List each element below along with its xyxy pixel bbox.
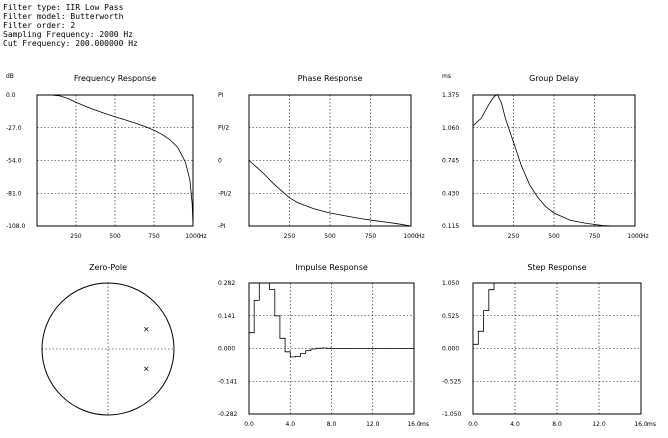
group-delay-xtick-3: 1000 bbox=[627, 233, 643, 240]
step-response-xtick-1: 4.0 bbox=[510, 421, 520, 428]
phase-response-xunit: Hz bbox=[417, 233, 425, 240]
pole-marker-0 bbox=[144, 327, 148, 331]
step-response-ytick-0: 1.050 bbox=[442, 280, 460, 287]
impulse-response-xtick-0: 0.0 bbox=[244, 421, 254, 428]
phase-response-xtick-1: 500 bbox=[324, 233, 336, 240]
impulse-response-xtick-2: 8.0 bbox=[326, 421, 337, 428]
step-response-series-0 bbox=[473, 283, 641, 344]
frequency-response-xtick-0: 250 bbox=[70, 233, 82, 240]
phase-response-ytick-4: -PI bbox=[218, 223, 226, 230]
phase-response-ytick-1: PI/2 bbox=[218, 124, 230, 132]
step-response-xtick-4: 16.0 bbox=[634, 421, 648, 428]
group-delay-ytick-1: 1.060 bbox=[442, 124, 460, 132]
phase-response-title: Phase Response bbox=[297, 74, 363, 83]
impulse-response-ytick-4: -0.282 bbox=[218, 411, 238, 418]
step-response-xunit: ms bbox=[647, 421, 656, 428]
group-delay-ytick-4: 0.115 bbox=[442, 223, 460, 230]
group-delay-ylabel: ms bbox=[442, 73, 451, 80]
phase-response-ytick-3: -PI/2 bbox=[218, 190, 232, 198]
frequency-response-ytick-1: -27.0 bbox=[6, 124, 22, 132]
impulse-response-xtick-3: 12.0 bbox=[366, 421, 380, 428]
frequency-response-xtick-3: 1000 bbox=[185, 233, 201, 240]
pole-marker-1 bbox=[144, 367, 148, 371]
group-delay-ytick-3: 0.430 bbox=[442, 190, 460, 198]
group-delay-xtick-1: 500 bbox=[548, 233, 560, 240]
frequency-response-xtick-1: 500 bbox=[109, 233, 121, 240]
frequency-response-ytick-0: 0.0 bbox=[6, 92, 16, 99]
step-response-ytick-4: -1.050 bbox=[442, 411, 462, 418]
info-filter-order: Filter order: 2 bbox=[3, 21, 76, 30]
frequency-response-title: Frequency Response bbox=[73, 74, 157, 83]
phase-response-xtick-2: 750 bbox=[364, 233, 377, 240]
frequency-response-ylabel: dB bbox=[6, 73, 14, 80]
impulse-response-xtick-1: 4.0 bbox=[285, 421, 296, 428]
group-delay-title: Group Delay bbox=[529, 74, 579, 83]
frequency-response-ytick-2: -54.0 bbox=[6, 157, 22, 165]
group-delay-xunit: Hz bbox=[641, 233, 649, 240]
step-response-title: Step Response bbox=[527, 263, 587, 272]
frequency-response-xunit: Hz bbox=[199, 233, 207, 240]
step-response-ytick-3: -0.525 bbox=[442, 378, 462, 386]
zero-pole-title: Zero-Pole bbox=[88, 263, 128, 272]
impulse-response-ytick-0: 0.282 bbox=[218, 280, 236, 287]
step-response-ytick-2: 0.000 bbox=[442, 345, 460, 353]
group-delay-ytick-0: 1.375 bbox=[442, 92, 460, 99]
frequency-response-xtick-2: 750 bbox=[148, 233, 160, 240]
impulse-response-title: Impulse Response bbox=[295, 263, 368, 272]
step-response-xtick-0: 0.0 bbox=[468, 421, 478, 428]
info-filter-type: Filter type: IIR Low Pass bbox=[3, 3, 124, 12]
group-delay-ytick-2: 0.745 bbox=[442, 157, 460, 165]
impulse-response-ytick-2: 0.000 bbox=[218, 345, 236, 353]
info-sampling-frequency: Sampling Frequency: 2000 Hz bbox=[3, 30, 134, 39]
info-cut-frequency: Cut Frequency: 200.000000 Hz bbox=[3, 39, 138, 48]
step-response-ytick-1: 0.525 bbox=[442, 312, 460, 320]
impulse-response-xtick-4: 16.0 bbox=[407, 421, 421, 428]
step-response-xtick-3: 12.0 bbox=[592, 421, 606, 428]
impulse-response-xunit: ms bbox=[420, 421, 429, 428]
frequency-response-ytick-3: -81.0 bbox=[6, 190, 22, 198]
group-delay-xtick-0: 250 bbox=[507, 233, 520, 240]
impulse-response-ytick-1: 0.141 bbox=[218, 312, 236, 320]
impulse-response-ytick-3: -0.141 bbox=[218, 378, 238, 386]
info-filter-model: Filter model: Butterworth bbox=[3, 12, 124, 21]
phase-response-ytick-2: 0 bbox=[218, 157, 222, 165]
phase-response-xtick-0: 250 bbox=[283, 233, 296, 240]
phase-response-xtick-3: 1000 bbox=[403, 233, 419, 240]
step-response-xtick-2: 8.0 bbox=[552, 421, 562, 428]
frequency-response-ytick-4: -108.0 bbox=[6, 223, 26, 230]
group-delay-xtick-2: 750 bbox=[588, 233, 601, 240]
phase-response-ytick-0: PI bbox=[218, 92, 224, 99]
